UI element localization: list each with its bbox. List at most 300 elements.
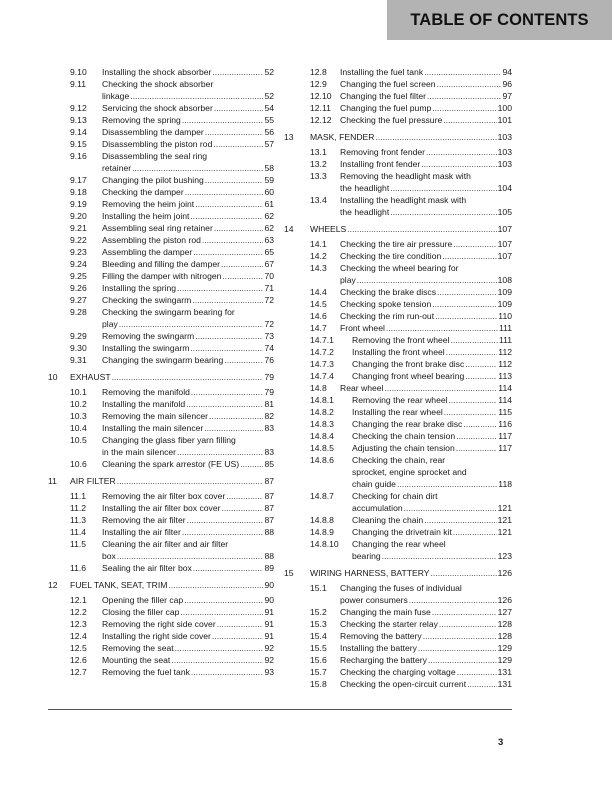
toc-entry[interactable] xyxy=(284,158,512,170)
toc-entry-page: 109 xyxy=(497,299,512,309)
toc-entry-title-line: play xyxy=(102,319,118,329)
toc-entry-page: 123 xyxy=(497,551,512,561)
dot-leader xyxy=(444,406,498,418)
toc-entry-title-line: Removing front fender xyxy=(340,147,426,157)
dot-leader xyxy=(463,418,497,430)
toc-entry-title-line: Checking the tire air pressure xyxy=(340,239,453,249)
dot-leader xyxy=(195,198,263,210)
toc-entry-number: 10.1 xyxy=(70,387,87,397)
toc-entry-number: 10.5 xyxy=(70,435,87,445)
toc-entry[interactable] xyxy=(48,150,274,174)
toc-right-column xyxy=(284,66,512,690)
toc-entry[interactable] xyxy=(48,330,274,342)
toc-entry[interactable] xyxy=(284,430,512,442)
toc-entry-page: 105 xyxy=(497,207,512,217)
toc-entry-title-line: Assembling the damper xyxy=(102,247,193,257)
toc-entry-page: 117 xyxy=(498,443,512,453)
dot-leader xyxy=(221,502,263,514)
toc-entry-title-line: Removing the front wheel xyxy=(352,335,450,345)
toc-entry[interactable] xyxy=(284,454,512,490)
toc-entry-title-line: AIR FILTER xyxy=(70,476,116,486)
dot-leader xyxy=(467,678,497,690)
toc-entry-page: 87 xyxy=(264,491,274,501)
toc-entry[interactable] xyxy=(284,238,512,250)
toc-entry-number: 15.4 xyxy=(310,631,327,641)
toc-entry-title-line: Cleaning the chain xyxy=(352,515,424,525)
toc-entry-page: 108 xyxy=(497,275,512,285)
toc-entry-number: 14.7.2 xyxy=(310,347,334,357)
toc-entry-page: 76 xyxy=(264,355,274,365)
dot-leader xyxy=(431,567,497,579)
toc-entry-number: 9.11 xyxy=(70,79,87,89)
dot-leader xyxy=(357,274,497,286)
toc-entry-number: 12.5 xyxy=(70,643,87,653)
dot-leader xyxy=(191,666,264,678)
toc-entry-number: 9.27 xyxy=(70,295,87,305)
toc-entry-page: 56 xyxy=(264,127,274,137)
toc-entry[interactable] xyxy=(284,538,512,562)
dot-leader xyxy=(191,386,264,398)
toc-entry-page: 94 xyxy=(502,67,512,77)
toc-entry[interactable] xyxy=(48,306,274,330)
toc-entry-number: 12.7 xyxy=(70,667,87,677)
toc-entry[interactable] xyxy=(48,410,274,422)
dot-leader xyxy=(432,102,496,114)
toc-entry-page: 62 xyxy=(264,223,274,233)
toc-entry-title-line: the headlight xyxy=(340,183,390,193)
dot-leader xyxy=(375,131,496,143)
toc-entry-title-line: Checking for chain dirt xyxy=(352,491,438,501)
toc-entry[interactable] xyxy=(48,174,274,186)
toc-entry-title-line: Installing the front wheel xyxy=(352,347,445,357)
toc-entry[interactable] xyxy=(284,406,512,418)
toc-entry-title-line: Removing the right side cover xyxy=(102,619,216,629)
toc-entry-number: 9.16 xyxy=(70,151,87,161)
dot-leader xyxy=(180,606,263,618)
toc-entry[interactable] xyxy=(48,606,274,618)
toc-entry-page: 107 xyxy=(497,251,512,261)
toc-entry-page: 62 xyxy=(264,211,274,221)
toc-entry-title-line: box xyxy=(102,551,116,561)
footer-divider xyxy=(48,709,512,710)
toc-entry[interactable] xyxy=(284,418,512,430)
toc-entry[interactable] xyxy=(48,538,274,562)
toc-entry-number: 9.17 xyxy=(70,175,87,185)
toc-entry-title-line: Assembling the piston rod xyxy=(102,235,201,245)
toc-entry[interactable] xyxy=(284,131,512,143)
toc-entry-page: 111 xyxy=(498,323,512,333)
toc-entry-number: 11.5 xyxy=(70,539,87,549)
dot-leader xyxy=(421,158,496,170)
toc-entry[interactable] xyxy=(284,223,512,235)
toc-entry-page: 107 xyxy=(497,239,512,249)
toc-entry-title-line: Installing the air filter box cover xyxy=(102,503,221,513)
toc-entry[interactable] xyxy=(284,250,512,262)
toc-entry-page: 91 xyxy=(264,619,274,629)
dot-leader xyxy=(212,66,263,78)
toc-entry-page: 128 xyxy=(497,619,512,629)
toc-entry[interactable] xyxy=(48,222,274,234)
toc-entry-title-line: Removing the air filter box cover xyxy=(102,491,226,501)
toc-entry-title-line: Installing the rear wheel xyxy=(352,407,443,417)
dot-leader xyxy=(193,246,263,258)
toc-entry-number: 11 xyxy=(48,476,57,486)
dot-leader xyxy=(456,430,497,442)
toc-entry[interactable] xyxy=(284,582,512,606)
dot-leader xyxy=(224,354,263,366)
toc-entry-number: 10.2 xyxy=(70,399,87,409)
dot-leader xyxy=(204,422,263,434)
toc-entry-page: 57 xyxy=(264,139,274,149)
toc-entry[interactable] xyxy=(284,666,512,678)
toc-entry[interactable] xyxy=(284,298,512,310)
toc-entry[interactable] xyxy=(284,654,512,666)
toc-entry-number: 14 xyxy=(284,224,294,234)
toc-entry[interactable] xyxy=(48,642,274,654)
dot-leader xyxy=(453,238,496,250)
toc-entry-number: 12 xyxy=(48,580,58,590)
toc-entry[interactable] xyxy=(284,194,512,218)
dot-leader xyxy=(112,371,264,383)
toc-entry-page: 52 xyxy=(264,67,274,77)
toc-entry[interactable] xyxy=(48,422,274,434)
toc-entry-page: 92 xyxy=(264,655,274,665)
toc-entry-title-line: Checking the tire condition xyxy=(340,251,442,261)
toc-entry[interactable] xyxy=(284,514,512,526)
toc-entry[interactable] xyxy=(48,126,274,138)
toc-entry-title-line: Installing the fuel tank xyxy=(340,67,424,77)
toc-entry-title-line: Checking spoke tension xyxy=(340,299,432,309)
dot-leader xyxy=(404,502,497,514)
toc-entry-number: 11.2 xyxy=(70,503,87,513)
dot-leader xyxy=(465,358,497,370)
dot-leader xyxy=(423,630,497,642)
toc-entry-number: 14.4 xyxy=(310,287,327,297)
dot-leader xyxy=(449,394,498,406)
toc-entry-number: 15 xyxy=(284,568,294,578)
toc-entry-title-line: Checking the rim run-out xyxy=(340,311,435,321)
toc-entry[interactable] xyxy=(284,526,512,538)
toc-entry[interactable] xyxy=(48,246,274,258)
toc-entry[interactable] xyxy=(284,346,512,358)
toc-entry[interactable] xyxy=(48,371,274,383)
toc-entry-number: 9.26 xyxy=(70,283,87,293)
toc-entry-page: 121 xyxy=(497,503,512,513)
toc-entry[interactable] xyxy=(48,102,274,114)
toc-entry-page: 126 xyxy=(497,595,512,605)
toc-entry-number: 9.25 xyxy=(70,271,87,281)
toc-entry[interactable] xyxy=(48,594,274,606)
dot-leader xyxy=(175,642,264,654)
toc-entry[interactable] xyxy=(48,514,274,526)
toc-entry[interactable] xyxy=(48,282,274,294)
toc-entry[interactable] xyxy=(48,210,274,222)
toc-entry[interactable] xyxy=(48,186,274,198)
dot-leader xyxy=(182,114,264,126)
toc-entry-number: 13 xyxy=(284,132,294,142)
dot-leader xyxy=(386,322,498,334)
toc-entry[interactable] xyxy=(284,606,512,618)
toc-entry-title-line: Changing the fuses of individual xyxy=(340,583,462,593)
toc-entry-title-line: Changing the front brake disc xyxy=(352,359,465,369)
toc-entry-number: 14.7.3 xyxy=(310,359,334,369)
toc-entry-title-line: Removing the headlight mask with xyxy=(340,171,471,181)
toc-entry-title-line: Installing the spring xyxy=(102,283,177,293)
toc-entry-page: 103 xyxy=(497,132,512,142)
toc-entry-page: 101 xyxy=(497,115,512,125)
toc-entry-title-line: Removing the manifold xyxy=(102,387,190,397)
toc-entry-title-line: Checking the chain tension xyxy=(352,431,456,441)
toc-entry-page: 126 xyxy=(497,568,512,578)
dot-leader xyxy=(437,78,502,90)
toc-entry-page: 100 xyxy=(497,103,512,113)
toc-entry[interactable] xyxy=(48,386,274,398)
toc-entry-title-line: Mounting the seat xyxy=(102,655,171,665)
toc-entry[interactable] xyxy=(48,398,274,410)
toc-entry[interactable] xyxy=(284,334,512,346)
page-number: 3 xyxy=(498,737,504,748)
toc-entry-page: 104 xyxy=(497,183,512,193)
toc-entry-title-line: Removing the main silencer xyxy=(102,411,209,421)
toc-entry-title-line: Checking the damper xyxy=(102,187,184,197)
toc-entry[interactable] xyxy=(284,370,512,382)
toc-entry-page: 91 xyxy=(264,607,274,617)
toc-entry-title-line: Changing the rear wheel xyxy=(352,539,446,549)
toc-entry-page: 103 xyxy=(497,147,512,157)
toc-entry-title-line: Checking the open-circuit current xyxy=(340,679,467,689)
toc-entry-title-line: play xyxy=(340,275,356,285)
toc-entry[interactable] xyxy=(48,78,274,102)
toc-entry-title-line: WHEELS xyxy=(310,224,347,234)
toc-entry[interactable] xyxy=(48,579,274,591)
toc-entry-title-line: Opening the filler cap xyxy=(102,595,184,605)
dot-leader xyxy=(427,90,501,102)
toc-entry-title-line: Removing the battery xyxy=(340,631,422,641)
toc-entry-title-line: Removing the fuel tank xyxy=(102,667,190,677)
toc-entry-title-line: Cleaning the air filter and air filter xyxy=(102,539,229,549)
toc-entry-number: 12.9 xyxy=(310,79,327,89)
toc-entry[interactable] xyxy=(284,102,512,114)
dot-leader xyxy=(185,186,264,198)
toc-entry-number: 9.15 xyxy=(70,139,87,149)
toc-entry[interactable] xyxy=(48,630,274,642)
toc-entry[interactable] xyxy=(48,354,274,366)
toc-entry-number: 12.8 xyxy=(310,67,327,77)
toc-entry-number: 14.8 xyxy=(310,383,327,393)
toc-entry-title-line: WIRING HARNESS, BATTERY xyxy=(310,568,430,578)
toc-entry[interactable] xyxy=(48,562,274,574)
dot-leader xyxy=(240,458,263,470)
toc-entry-number: 14.7.4 xyxy=(310,371,334,381)
toc-entry-number: 14.5 xyxy=(310,299,327,309)
toc-entry[interactable] xyxy=(284,66,512,78)
toc-entry-number: 12.6 xyxy=(70,655,87,665)
toc-entry-title-line: Removing the seat xyxy=(102,643,174,653)
toc-entry-number: 9.28 xyxy=(70,307,87,317)
toc-entry[interactable] xyxy=(284,394,512,406)
toc-entry-number: 14.1 xyxy=(310,239,327,249)
toc-entry-page: 103 xyxy=(497,159,512,169)
toc-entry[interactable] xyxy=(284,78,512,90)
toc-entry[interactable] xyxy=(284,322,512,334)
toc-entry[interactable] xyxy=(48,294,274,306)
toc-entry-page: 111 xyxy=(498,335,512,345)
toc-entry-page: 82 xyxy=(264,411,274,421)
toc-entry-number: 9.31 xyxy=(70,355,87,365)
toc-entry-page: 91 xyxy=(264,631,274,641)
toc-entry-number: 14.8.2 xyxy=(310,407,334,417)
toc-entry-number: 15.2 xyxy=(310,607,327,617)
toc-entry-page: 81 xyxy=(264,399,274,409)
toc-entry-title-line: Changing the drivetrain kit xyxy=(352,527,452,537)
toc-entry[interactable] xyxy=(48,434,274,458)
dot-leader xyxy=(190,342,263,354)
dot-leader xyxy=(182,526,264,538)
toc-entry[interactable] xyxy=(284,618,512,630)
toc-entry[interactable] xyxy=(284,442,512,454)
toc-entry[interactable] xyxy=(284,90,512,102)
toc-entry[interactable] xyxy=(284,146,512,158)
toc-entry-title-line: Assembling seal ring retainer xyxy=(102,223,213,233)
toc-entry-title-line: Closing the filler cap xyxy=(102,607,180,617)
toc-entry-page: 112 xyxy=(498,359,512,369)
toc-entry-page: 87 xyxy=(264,503,274,513)
toc-entry-page: 70 xyxy=(264,271,274,281)
toc-entry-page: 79 xyxy=(264,372,274,382)
dot-leader xyxy=(177,446,263,458)
dot-leader xyxy=(390,182,496,194)
toc-entry[interactable] xyxy=(284,382,512,394)
toc-entry-number: 9.30 xyxy=(70,343,87,353)
toc-entry[interactable] xyxy=(284,630,512,642)
dot-leader xyxy=(193,562,264,574)
toc-entry-title-line: Bleeding and filling the damper xyxy=(102,259,221,269)
dot-leader xyxy=(397,478,497,490)
dot-leader xyxy=(212,630,264,642)
toc-entry-page: 89 xyxy=(264,563,274,573)
toc-entry[interactable] xyxy=(48,114,274,126)
toc-entry-title-line: Checking the fuel pressure xyxy=(340,115,443,125)
dot-leader xyxy=(202,234,264,246)
dot-leader xyxy=(456,442,498,454)
dot-leader xyxy=(184,594,263,606)
toc-entry[interactable] xyxy=(284,678,512,690)
toc-entry[interactable] xyxy=(48,654,274,666)
dot-leader xyxy=(457,666,497,678)
toc-entry-title-line: MASK, FENDER xyxy=(310,132,375,142)
toc-entry-title-line: power consumers xyxy=(340,595,408,605)
toc-entry[interactable] xyxy=(284,490,512,514)
toc-entry-page: 109 xyxy=(497,287,512,297)
toc-entry-number: 14.7 xyxy=(310,323,327,333)
toc-entry-number: 14.7.1 xyxy=(310,335,334,345)
dot-leader xyxy=(214,102,264,114)
toc-entry[interactable] xyxy=(284,286,512,298)
toc-entry-title-line: Front wheel xyxy=(340,323,385,333)
dot-leader xyxy=(446,346,498,358)
toc-entry[interactable] xyxy=(284,567,512,579)
toc-entry[interactable] xyxy=(48,502,274,514)
toc-entry-page: 118 xyxy=(498,479,512,489)
toc-entry[interactable] xyxy=(48,526,274,538)
toc-entry-number: 14.8.8 xyxy=(310,515,334,525)
toc-entry-title-line: Changing the fuel filter xyxy=(340,91,426,101)
toc-entry-title-line: Checking the swingarm xyxy=(102,295,192,305)
toc-entry-number: 14.8.6 xyxy=(310,455,334,465)
dot-leader xyxy=(390,206,496,218)
toc-entry-page: 115 xyxy=(498,407,512,417)
toc-entry-page: 72 xyxy=(264,319,274,329)
toc-entry-title-line: Checking the starter relay xyxy=(340,619,438,629)
toc-entry-title-line: Removing the rear wheel xyxy=(352,395,448,405)
toc-entry-title-line: Changing the fuel pump xyxy=(340,103,432,113)
toc-entry-page: 72 xyxy=(264,295,274,305)
page-title: TABLE OF CONTENTS xyxy=(410,10,589,29)
toc-entry[interactable] xyxy=(48,618,274,630)
toc-entry[interactable] xyxy=(284,310,512,322)
toc-entry-number: 9.14 xyxy=(70,127,87,137)
toc-entry[interactable] xyxy=(48,258,274,270)
toc-entry-page: 67 xyxy=(264,259,274,269)
toc-entry[interactable] xyxy=(48,66,274,78)
dot-leader xyxy=(450,334,497,346)
dot-leader xyxy=(347,223,496,235)
toc-entry-title-line: Changing the rear brake disc xyxy=(352,419,463,429)
toc-entry-number: 13.1 xyxy=(310,147,327,157)
toc-entry-page: 129 xyxy=(497,655,512,665)
toc-entry[interactable] xyxy=(284,358,512,370)
toc-entry-page: 114 xyxy=(498,383,512,393)
toc-entry-title-line: Changing the main fuse xyxy=(340,607,431,617)
dot-leader xyxy=(214,222,264,234)
toc-entry[interactable] xyxy=(48,666,274,678)
toc-entry[interactable] xyxy=(48,234,274,246)
toc-entry-number: 9.20 xyxy=(70,211,87,221)
toc-entry-title-line: Servicing the shock absorber xyxy=(102,103,213,113)
toc-entry-number: 10.3 xyxy=(70,411,87,421)
toc-entry[interactable] xyxy=(48,138,274,150)
toc-entry[interactable] xyxy=(48,490,274,502)
dot-leader xyxy=(221,258,263,270)
toc-entry-number: 11.6 xyxy=(70,563,87,573)
toc-entry-page: 131 xyxy=(497,667,512,677)
dot-leader xyxy=(190,210,263,222)
toc-entry-page: 52 xyxy=(264,91,274,101)
toc-entry[interactable] xyxy=(48,475,274,487)
toc-entry-number: 15.5 xyxy=(310,643,327,653)
dot-leader xyxy=(432,298,496,310)
toc-entry[interactable] xyxy=(48,458,274,470)
toc-entry[interactable] xyxy=(284,170,512,194)
toc-entry-number: 10.6 xyxy=(70,459,87,469)
toc-entry-title-line: Filling the damper with nitrogen xyxy=(102,271,222,281)
toc-entry-title-line: Installing the right side cover xyxy=(102,631,211,641)
toc-entry[interactable] xyxy=(48,270,274,282)
toc-entry[interactable] xyxy=(284,642,512,654)
dot-leader xyxy=(205,126,264,138)
toc-entry-page: 74 xyxy=(264,343,274,353)
dot-leader xyxy=(177,282,263,294)
dot-leader xyxy=(205,174,264,186)
toc-entry[interactable] xyxy=(48,342,274,354)
toc-entry[interactable] xyxy=(284,262,512,286)
toc-entry[interactable] xyxy=(284,114,512,126)
toc-entry-number: 15.3 xyxy=(310,619,327,629)
toc-entry[interactable] xyxy=(48,198,274,210)
toc-entry-number: 14.8.7 xyxy=(310,491,334,501)
toc-entry-title-line: Removing the swingarm xyxy=(102,331,195,341)
toc-entry-number: 14.2 xyxy=(310,251,327,261)
